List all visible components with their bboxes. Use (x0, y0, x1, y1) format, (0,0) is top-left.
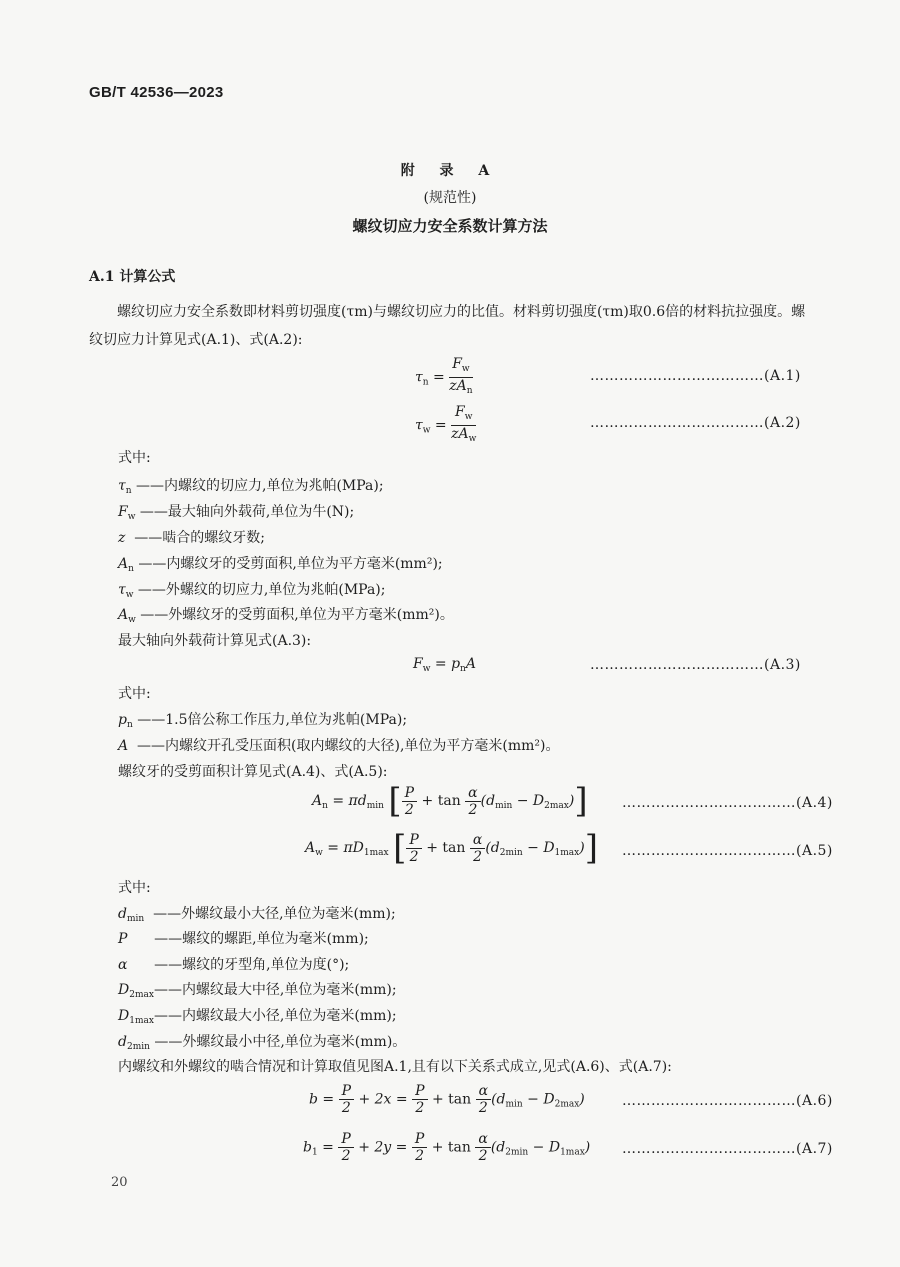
def-dmin: $d_{min}$ ——外螺纹最小大径,单位为毫米(mm); (118, 906, 396, 924)
formula-a6: b = $\frac{P}{2}$ + 2x = $\frac{P}{2}$ + tan $\frac{\alpha}{2}$ $(d_{min} - D_{2max})$ (309, 1083, 585, 1116)
appendix-type: (规范性) (423, 190, 477, 206)
def-fw: $F_w$ ——最大轴向外载荷,单位为牛(N); (118, 504, 355, 522)
dot-leader-a4: ………………………………(A.4) (622, 795, 833, 811)
text-a3-intro: 最大轴向外载荷计算见式(A.3): (118, 633, 312, 649)
def-alpha: α ——螺纹的牙型角,单位为度(°); (118, 957, 350, 973)
def-d2min: $d_{2min}$ ——外螺纹最小中径,单位为毫米(mm)。 (118, 1034, 407, 1052)
def-an: $A_n$ ——内螺纹牙的受剪面积,单位为平方毫米(mm²); (118, 556, 443, 574)
dot-leader-a3: ………………………………(A.3) (590, 657, 801, 673)
appendix-title: 附 录 A (400, 163, 500, 179)
dot-leader-a5: ………………………………(A.5) (622, 843, 833, 859)
def-tau-w: $\tau_w$ ——外螺纹的切应力,单位为兆帕(MPa); (118, 582, 386, 600)
def-d1max: $D_{1max}——$内螺纹最大小径,单位为毫米(mm); (118, 1008, 397, 1026)
formula-a1: $\tau_n$ = $\frac{F_w}{zA_n}$ (415, 356, 473, 396)
where-label-1: 式中: (118, 450, 151, 466)
text-a4-intro: 螺纹牙的受剪面积计算见式(A.4)、式(A.5): (118, 764, 388, 780)
def-aw: $A_w$ ——外螺纹牙的受剪面积,单位为平方毫米(mm²)。 (118, 607, 454, 625)
section-title: A.1 计算公式 (89, 269, 176, 285)
def-pn: $p_n$ ——1.5倍公称工作压力,单位为兆帕(MPa); (118, 712, 408, 730)
where-label-3: 式中: (118, 880, 151, 896)
dot-leader-a2: ………………………………(A.2) (590, 415, 801, 431)
def-z: z ——啮合的螺纹牙数; (118, 530, 266, 546)
formula-a4: $A_n = \pi d_{min}$ [ $\frac{P}{2}$ + tan $\frac{\alpha}{2}$ $(d_{min} - D_{2max})$] (312, 781, 588, 821)
where-label-2: 式中: (118, 686, 151, 702)
def-a: A ——内螺纹开孔受压面积(取内螺纹的大径),单位为平方毫米(mm²)。 (118, 738, 560, 754)
appendix-name: 螺纹切应力安全系数计算方法 (352, 217, 548, 235)
standard-number: GB/T 42536—2023 (89, 84, 224, 101)
def-tau-n: $\tau_n$ ——内螺纹的切应力,单位为兆帕(MPa); (118, 478, 384, 496)
dot-leader-a1: ………………………………(A.1) (590, 368, 801, 384)
formula-a5: $A_w = \pi D_{1max}$ [ $\frac{P}{2}$ + tan $\frac{\alpha}{2}$ $(d_{2min} - D_{1max})$] (305, 828, 598, 868)
formula-a2: $\tau_w$ = $\frac{F_w}{zA_w}$ (415, 404, 477, 444)
intro-paragraph: 螺纹切应力安全系数即材料剪切强度(τm)与螺纹切应力的比值。材料剪切强度(τm)取0.6倍的材料抗拉强度。螺纹切应力计算见式(A.1)、式(A.2): (89, 304, 806, 348)
formula-a7: $b_1$ = $\frac{P}{2}$ + 2y = $\frac{P}{2}$ + tan $\frac{\alpha}{2}$ $(d_{2min} - D_{1max})$ (303, 1131, 591, 1164)
text-a6-intro: 内螺纹和外螺纹的啮合情况和计算取值见图A.1,且有以下关系式成立,见式(A.6)、式(A.7): (118, 1059, 672, 1075)
page-number: 20 (111, 1175, 128, 1190)
dot-leader-a6: ………………………………(A.6) (622, 1093, 833, 1109)
formula-a3: $F_w = p_nA$ (413, 656, 476, 674)
def-p: P ——螺纹的螺距,单位为毫米(mm); (118, 931, 369, 947)
def-d2max: $D_{2max}——$内螺纹最大中径,单位为毫米(mm); (118, 982, 397, 1000)
dot-leader-a7: ………………………………(A.7) (622, 1141, 833, 1157)
